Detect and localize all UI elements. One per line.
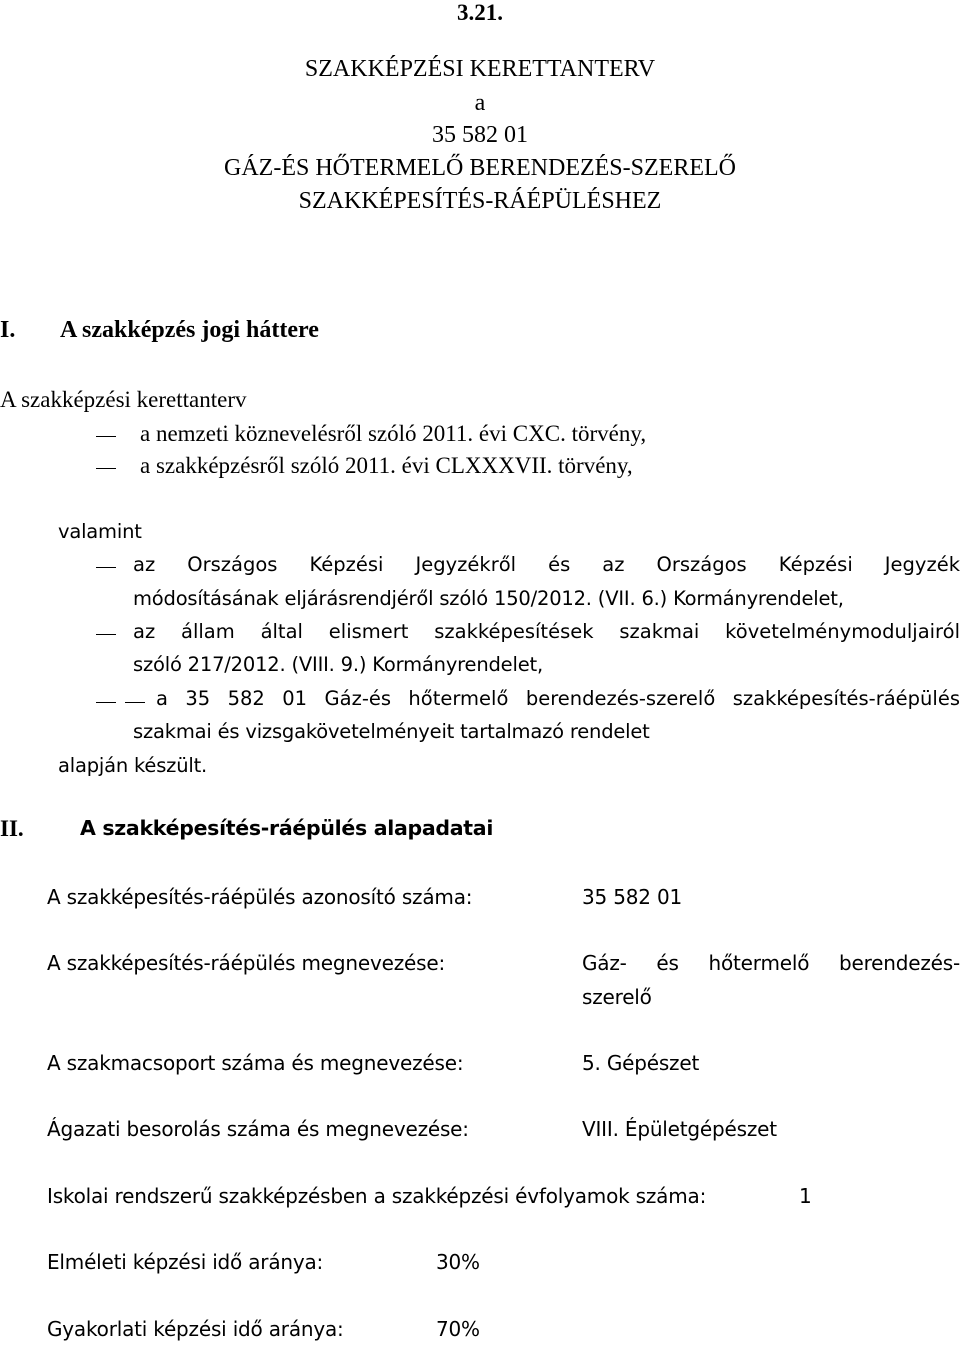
- bullet-dash: [96, 436, 116, 437]
- regulation-3-line1: a 35 582 01 Gáz-és hőtermelő berendezés-szerelő szakképesítés-ráépülés: [156, 687, 960, 710]
- title-line-5: SZAKKÉPESÍTÉS-RÁÉPÜLÉSHEZ: [298, 188, 662, 214]
- bullet-dash: [125, 702, 145, 703]
- bullet-dash: [96, 567, 116, 568]
- bullet-dash: [96, 468, 116, 469]
- theory-ratio-label: Elméleti képzési idő aránya:: [47, 1250, 324, 1274]
- regulation-1-line2: módosításának eljárásrendjéről szóló 150/2012. (VII. 6.) Kormányrendelet,: [133, 587, 844, 610]
- school-years-label: Iskolai rendszerű szakképzésben a szakképzési évfolyamok száma:: [47, 1184, 707, 1208]
- practice-ratio-value: 70%: [436, 1317, 480, 1341]
- title-line-3: 35 582 01: [432, 122, 528, 148]
- field-label-sector: Ágazati besorolás száma és megnevezése:: [47, 1117, 469, 1141]
- title-line-1: SZAKKÉPZÉSI KERETTANTERV: [304, 56, 656, 82]
- section1-numeral: I.: [0, 317, 16, 343]
- bullet-dash: [96, 702, 116, 703]
- school-years-value: 1: [799, 1184, 812, 1208]
- field-label-name: A szakképesítés-ráépülés megnevezése:: [47, 951, 445, 975]
- theory-ratio-value: 30%: [436, 1250, 480, 1274]
- section2-numeral: II.: [0, 816, 24, 841]
- valamint-text: valamint: [58, 520, 142, 543]
- field-label-group: A szakmacsoport száma és megnevezése:: [47, 1051, 464, 1075]
- section1-heading: A szakképzés jogi háttere: [60, 317, 319, 343]
- section1-intro: A szakképzési kerettanterv: [0, 387, 247, 412]
- field-value-name-line2: szerelő: [582, 985, 652, 1009]
- title-line-2: a: [474, 90, 486, 116]
- title-line-4: GÁZ-ÉS HŐTERMELŐ BERENDEZÉS-SZERELŐ: [224, 155, 736, 181]
- practice-ratio-label: Gyakorlati képzési idő aránya:: [47, 1317, 344, 1341]
- field-value-name-line1: Gáz- és hőtermelő berendezés-: [582, 951, 960, 975]
- law-item-2: a szakképzésről szóló 2011. évi CLXXXVII. törvény,: [140, 453, 633, 478]
- section2-heading: A szakképesítés-ráépülés alapadatai: [80, 816, 494, 840]
- field-value-group: 5. Gépészet: [582, 1051, 700, 1075]
- document-number: 3.21.: [457, 0, 503, 25]
- bullet-dash: [96, 634, 116, 635]
- regulation-3-line2: szakmai és vizsgakövetelményeit tartalmazó rendelet: [133, 720, 650, 743]
- regulation-2-line2: szóló 217/2012. (VIII. 9.) Kormányrendelet,: [133, 653, 543, 676]
- field-label-id: A szakképesítés-ráépülés azonosító száma:: [47, 885, 473, 909]
- regulation-2-line1: az állam által elismert szakképesítések szakmai követelménymoduljairól: [133, 620, 960, 643]
- field-value-id: 35 582 01: [582, 885, 682, 909]
- regulation-1-line1: az Országos Képzési Jegyzékről és az Országos Képzési Jegyzék: [133, 553, 960, 576]
- law-item-1: a nemzeti köznevelésről szóló 2011. évi CXC. törvény,: [140, 421, 647, 446]
- section1-closing: alapján készült.: [58, 754, 208, 777]
- field-value-sector: VIII. Épületgépészet: [582, 1117, 777, 1141]
